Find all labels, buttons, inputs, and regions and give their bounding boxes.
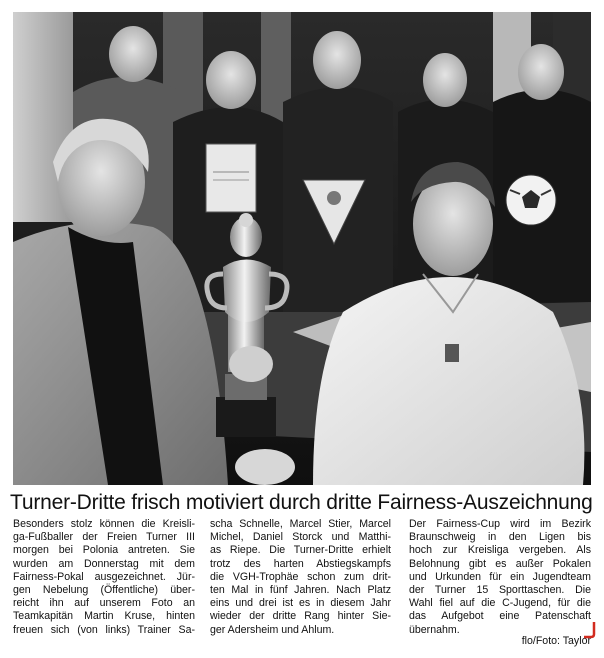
article-headline: Turner-Dritte frisch motiviert durch dritte Fairness-Auszeichnung [10,491,593,514]
text-line: Braunschweig in den Ligen bis [409,531,591,544]
text-line: ten Mal in fünf Jahren. Nach Platz [210,584,391,597]
text-column-3 [409,518,591,650]
text-line: Michel, Daniel Storck und Matthi- [210,531,391,544]
text-line: trotz des harten Abstiegskampfs [210,557,391,570]
text-line: freuen sich (von links) Trainer Sa- [13,623,195,636]
text-line: ger Adersheim und Ahlum. [210,623,335,636]
text-line: reicht ihn auf unserem Foto an [13,597,195,610]
article-body [13,518,591,650]
text-line: wurden am Donnerstag mit dem [13,557,195,570]
text-line: das Aufgebot eine Patenschaft [409,610,591,623]
text-line: und Urkunden für ein Jugendteam [409,570,591,583]
text-line: eins und drei ist es in diesem Jahr [210,597,391,610]
text-line: ga-Fußballer der Freien Turner III [13,531,195,544]
text-line: gen Nebelung (Öffentliche) über- [13,584,195,597]
text-line: wieder der dritte Rang hinter Sie- [210,610,391,623]
text-line: die VGH-Trophäe schon zum drit- [210,570,391,583]
corner-mark-icon [583,621,597,639]
text-line: Der Fairness-Cup wird im Bezirk [409,518,591,530]
text-line: Wahl fiel auf die C-Jugend, für die [409,597,591,610]
news-photo [13,12,591,485]
handshake [235,449,295,485]
text-line: as Riepe. Die Turner-Dritte erhielt [210,544,391,557]
text-column-1 [13,518,195,650]
text-column-2 [210,518,391,650]
text-line: übernahm. [409,623,460,636]
photo-credit: flo/Foto: Taylor [518,635,591,648]
text-line: Besonders stolz können die Kreisli- [13,518,195,530]
text-line: morgen bei Polonia antreten. Sie [13,544,195,557]
text-line: Fairness-Pokal ausgezeichnet. Jür- [13,570,195,583]
text-line: hoch zur Kreisliga vergeben. Als [409,544,591,557]
text-line: der Turner 15 Sporttaschen. Die [409,584,591,597]
text-line: Belohnung gibt es außer Pokalen [409,557,591,570]
text-line: Teamkapitän Martin Kruse, hinten [13,610,195,623]
text-line: scha Schnelle, Marcel Stier, Marcel [210,518,391,530]
